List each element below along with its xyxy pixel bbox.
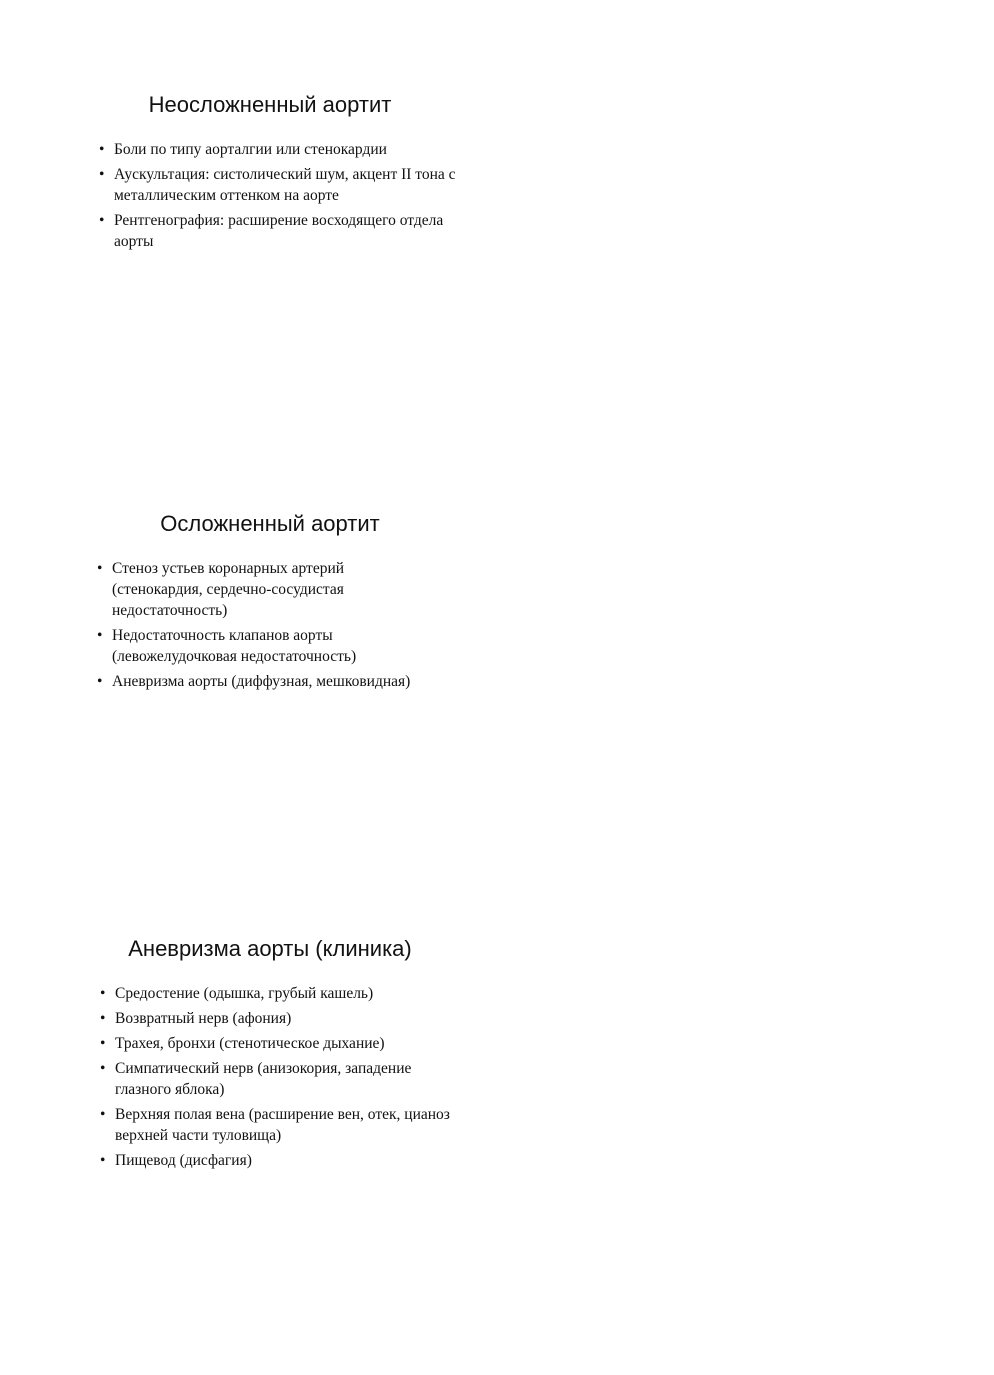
list-item	[100, 1008, 460, 1029]
bullet-glyph: •	[97, 627, 103, 644]
list-item-text: Возвратный нерв (афония)	[115, 1010, 292, 1027]
bullet-glyph: •	[100, 1035, 106, 1052]
bullet-glyph: •	[97, 673, 103, 690]
list-item	[97, 558, 427, 621]
list-item-text: Верхняя полая вена (расширение вен, отек, цианоз верхней части туловища)	[115, 1106, 450, 1144]
slide-title: Осложненный аортит	[160, 511, 380, 536]
bullet-glyph: •	[100, 1106, 106, 1123]
list-item-text: Трахея, бронхи (стенотическое дыхание)	[115, 1035, 385, 1052]
list-item	[100, 1058, 460, 1100]
bullet-list	[97, 558, 427, 696]
list-item	[99, 139, 459, 160]
list-item-text: Стеноз устьев коронарных артерий (стенокардия, сердечно-сосудистая недостаточность)	[112, 560, 345, 619]
list-item	[100, 1033, 460, 1054]
list-item-text: Средостение (одышка, грубый кашель)	[115, 985, 374, 1002]
bullet-glyph: •	[99, 141, 105, 158]
bullet-list	[100, 983, 460, 1175]
list-item	[100, 1104, 460, 1146]
bullet-glyph: •	[100, 1010, 106, 1027]
bullet-glyph: •	[99, 212, 105, 229]
list-item	[100, 983, 460, 1004]
list-item-text: Рентгенография: расширение восходящего отдела аорты	[114, 212, 444, 250]
bullet-glyph: •	[97, 560, 103, 577]
list-item	[99, 210, 459, 252]
list-item-text: Симпатический нерв (анизокория, западение глазного яблока)	[115, 1060, 412, 1098]
bullet-glyph: •	[100, 985, 106, 1002]
list-item-text: Пищевод (дисфагия)	[115, 1152, 252, 1169]
list-item-text: Недостаточность клапанов аорты (левожелудочковая недостаточность)	[112, 627, 357, 665]
bullet-glyph: •	[99, 166, 105, 183]
list-item	[100, 1150, 460, 1171]
list-item-text: Боли по типу аорталгии или стенокардии	[114, 141, 387, 158]
bullet-glyph: •	[100, 1152, 106, 1169]
bullet-list	[99, 139, 459, 256]
bullet-glyph: •	[100, 1060, 106, 1077]
list-item	[99, 164, 459, 206]
list-item	[97, 625, 427, 667]
slide-title: Неосложненный аортит	[148, 92, 392, 117]
slide-title: Аневризма аорты (клиника)	[128, 936, 412, 961]
list-item-text: Аускультация: систолический шум, акцент II тона с металлическим оттенком на аорте	[114, 166, 456, 204]
list-item-text: Аневризма аорты (диффузная, мешковидная)	[112, 673, 411, 690]
list-item	[97, 671, 427, 692]
